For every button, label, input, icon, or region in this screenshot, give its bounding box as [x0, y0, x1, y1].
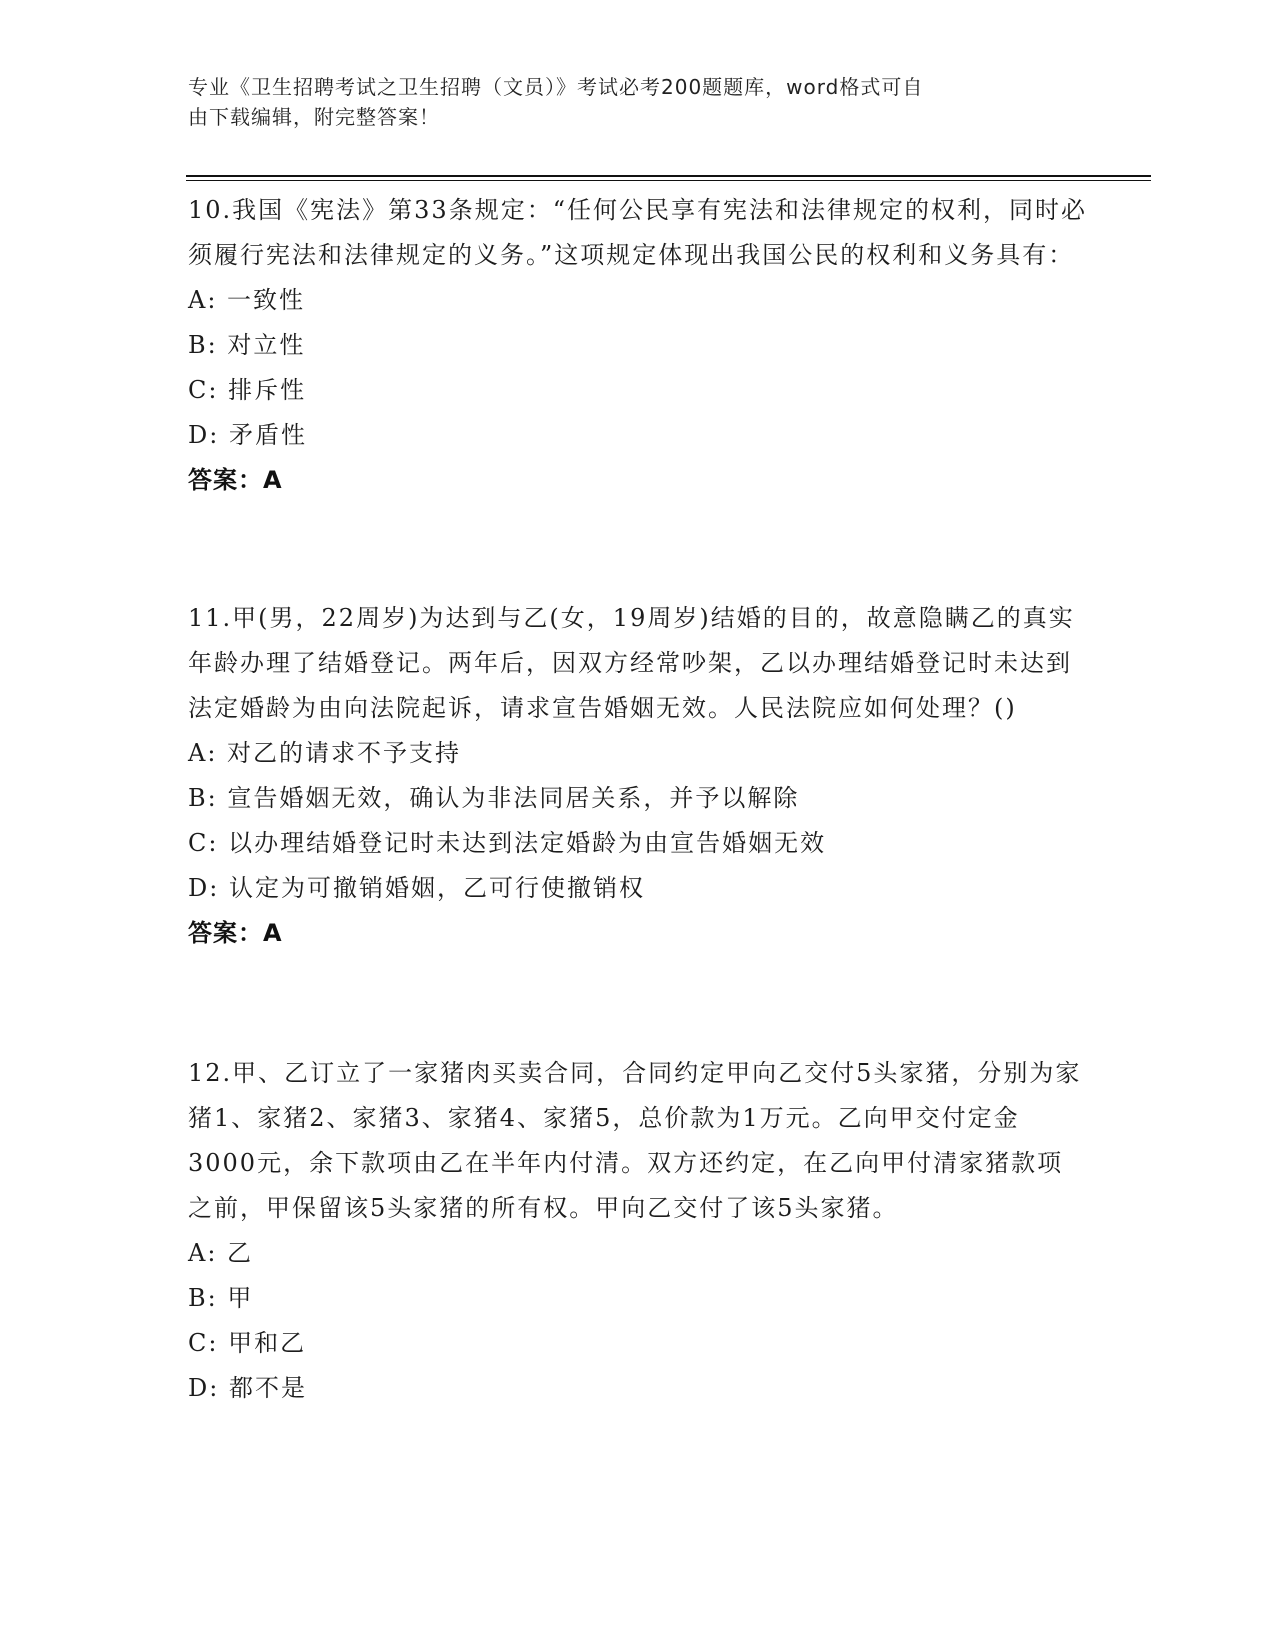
option-b: B: 甲	[188, 1284, 254, 1312]
header-divider-thin	[186, 180, 1151, 181]
answer-line: 答案：A	[188, 466, 283, 494]
option-c: C: 排斥性	[188, 376, 307, 404]
option-a: A: 对乙的请求不予支持	[188, 739, 462, 767]
option-d: D: 认定为可撤销婚姻，乙可行使撤销权	[188, 874, 645, 902]
option-b: B: 对立性	[188, 331, 306, 359]
answer-line: 答案：A	[188, 919, 283, 947]
question-stem: 12.甲、乙订立了一家猪肉买卖合同，合同约定甲向乙交付5头家猪，分别为家猪1、家猪2、家猪3、家猪4、家猪5，总价款为1万元。乙向甲交付定金3000元，余下款项由乙在半年内付清。双方还约定，在乙向甲付清家猪款项之前，甲保留该5头家猪的所有权。甲向乙交付了该5头家猪。	[188, 1059, 1082, 1222]
document-header	[188, 72, 1068, 132]
header-line-1: 专业《卫生招聘考试之卫生招聘（文员）》考试必考200题题库，word格式可自	[188, 75, 924, 99]
option-c: C: 以办理结婚登记时未达到法定婚龄为由宣告婚姻无效	[188, 829, 827, 857]
option-a: A: 乙	[188, 1239, 254, 1267]
question-12	[188, 1051, 1088, 1411]
question-stem: 10.我国《宪法》第33条规定：“任何公民享有宪法和法律规定的权利，同时必须履行宪法和法律规定的义务。”这项规定体现出我国公民的权利和义务具有：	[188, 196, 1087, 269]
question-stem: 11.甲(男，22周岁)为达到与乙(女，19周岁)结婚的目的，故意隐瞒乙的真实年龄办理了结婚登记。两年后，因双方经常吵架，乙以办理结婚登记时未达到法定婚龄为由向法院起诉，请求宣告婚姻无效。人民法院应如何处理？()	[188, 604, 1075, 722]
header-divider-thick	[186, 175, 1151, 177]
question-11	[188, 596, 1088, 956]
option-d: D: 矛盾性	[188, 421, 307, 449]
option-a: A: 一致性	[188, 286, 306, 314]
option-b: B: 宣告婚姻无效，确认为非法同居关系，并予以解除	[188, 784, 800, 812]
option-d: D: 都不是	[188, 1374, 307, 1402]
question-10	[188, 188, 1088, 503]
option-c: C: 甲和乙	[188, 1329, 307, 1357]
header-line-2: 由下载编辑，附完整答案！	[188, 105, 440, 129]
